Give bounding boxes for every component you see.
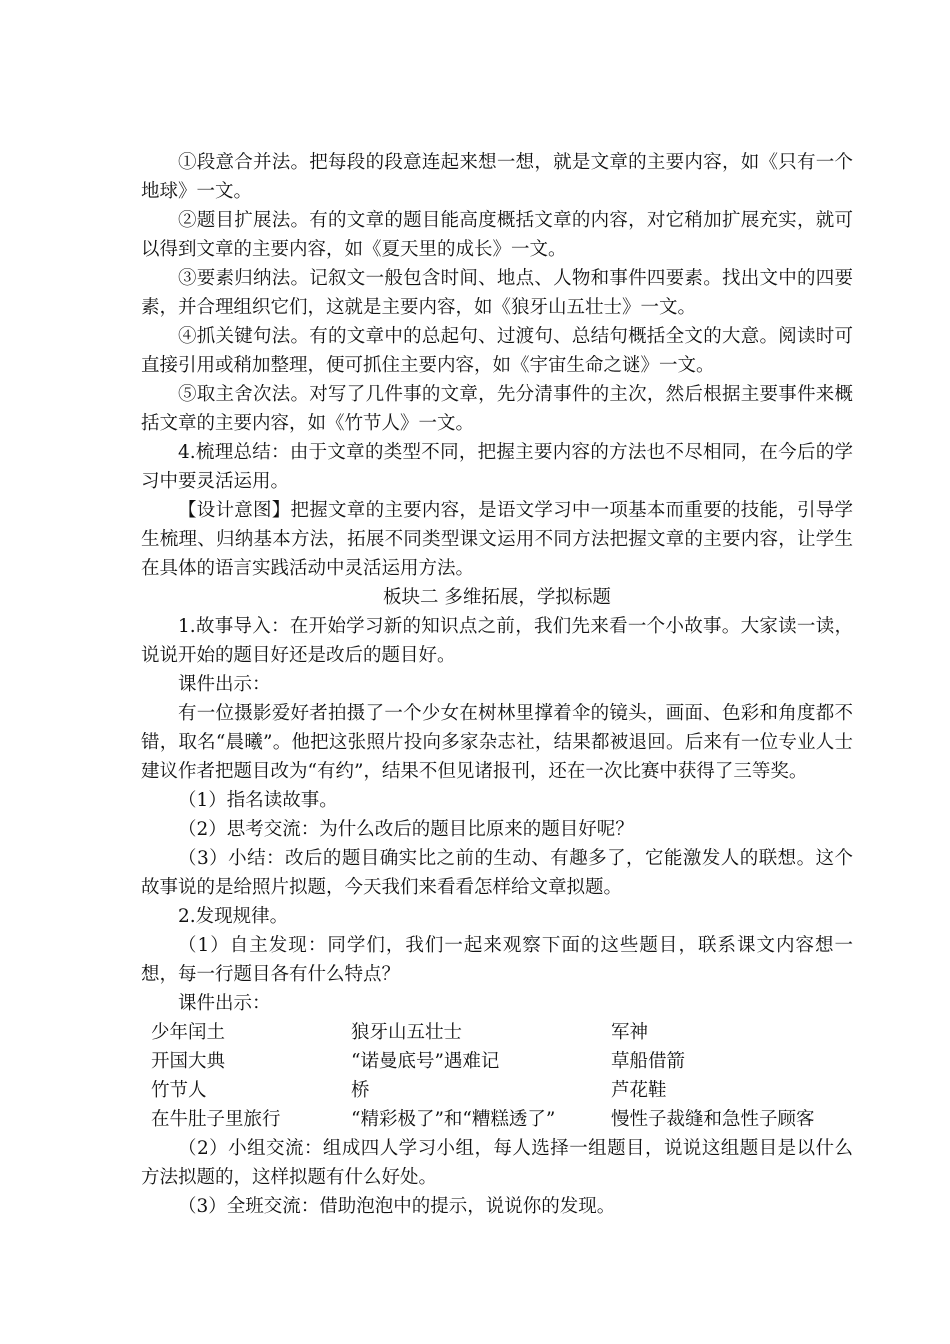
title-row (141, 1018, 853, 1047)
paragraph-self-discover: （1）自主发现：同学们，我们一起来观察下面的这些题目，联系课文内容想一想，每一行题目各有什么特点？ (141, 935, 853, 985)
paragraph-discover: 2.发现规律。 (178, 906, 289, 927)
paragraph-method-5: ⑤取主舍次法。对写了几件事的文章，先分清事件的主次，然后根据主要事件来概括文章的主要内容，如《竹节人》一文。 (141, 384, 853, 434)
title-cell: 狼牙山五壮士 (351, 1022, 463, 1043)
paragraph-step-3: （3）小结：改后的题目确实比之前的生动、有趣多了，它能激发人的联想。这个故事说的是给照片拟题，今天我们来看看怎样给文章拟题。 (141, 848, 853, 898)
paragraph-step-2: （2）思考交流：为什么改后的题目比原来的题目好呢？ (178, 819, 634, 840)
paragraph-courseware-2: 课件出示： (178, 993, 271, 1014)
title-cell: 竹节人 (151, 1080, 207, 1101)
paragraph-group-discuss: （2）小组交流：组成四人学习小组，每人选择一组题目，说说这组题目是以什么方法拟题的，这样拟题有什么好处。 (141, 1138, 853, 1188)
section-heading: 板块二 多维拓展，学拟标题 (383, 587, 611, 608)
paragraph-method-4: ④抓关键句法。有的文章中的总起句、过渡句、总结句概括全文的大意。阅读时可直接引用或稍加整理，便可抓住主要内容，如《宇宙生命之谜》一文。 (141, 326, 853, 376)
paragraph-step-1: （1）指名读故事。 (178, 790, 338, 811)
paragraph-method-2: ②题目扩展法。有的文章的题目能高度概括文章的内容，对它稍加扩展充实，就可以得到文章的主要内容，如《夏天里的成长》一文。 (141, 210, 853, 260)
paragraph-method-3: ③要素归纳法。记叙文一般包含时间、地点、人物和事件四要素。找出文中的四要素，并合理组织它们，这就是主要内容，如《狼牙山五壮士》一文。 (141, 268, 853, 318)
paragraph-courseware-1: 课件出示： (178, 674, 271, 695)
title-cell: 军神 (611, 1022, 649, 1043)
title-cell: 芦花鞋 (611, 1080, 667, 1101)
paragraph-method-1: ①段意合并法。把每段的段意连起来想一想，就是文章的主要内容，如《只有一个地球》一文。 (141, 152, 853, 202)
title-grid (141, 1018, 853, 1134)
title-row (141, 1076, 853, 1105)
title-cell: 少年闰土 (151, 1022, 226, 1043)
title-cell: 在牛肚子里旅行 (151, 1109, 281, 1130)
title-cell: 开国大典 (151, 1051, 226, 1072)
title-row (141, 1105, 853, 1134)
title-cell: “诺曼底号”遇难记 (351, 1051, 500, 1072)
title-row (141, 1047, 853, 1076)
title-cell: 桥 (351, 1080, 370, 1101)
paragraph-story: 有一位摄影爱好者拍摄了一个少女在树林里撑着伞的镜头，画面、色彩和角度都不错，取名“晨曦”。他把这张照片投向多家杂志社，结果都被退回。后来有一位专业人士建议作者把题目改为“有约”，结果不但见诸报刊，还在一次比赛中获得了三等奖。 (141, 703, 853, 782)
paragraph-design-intent: 【设计意图】把握文章的主要内容，是语文学习中一项基本而重要的技能，引导学生梳理、归纳基本方法，拓展不同类型课文运用不同方法把握文章的主要内容，让学生在具体的语言实践活动中灵活运用方法。 (141, 500, 853, 579)
paragraph-summary: 4.梳理总结：由于文章的类型不同，把握主要内容的方法也不尽相同，在今后的学习中要灵活运用。 (141, 442, 853, 492)
paragraph-story-intro: 1.故事导入：在开始学习新的知识点之前，我们先来看一个小故事。大家读一读，说说开始的题目好还是改后的题目好。 (141, 616, 853, 666)
paragraph-class-discuss: （3）全班交流：借助泡泡中的提示，说说你的发现。 (178, 1196, 616, 1217)
title-cell: 草船借箭 (611, 1051, 686, 1072)
title-cell: 慢性子裁缝和急性子顾客 (611, 1109, 815, 1130)
title-cell: “精彩极了”和“糟糕透了” (351, 1109, 556, 1130)
